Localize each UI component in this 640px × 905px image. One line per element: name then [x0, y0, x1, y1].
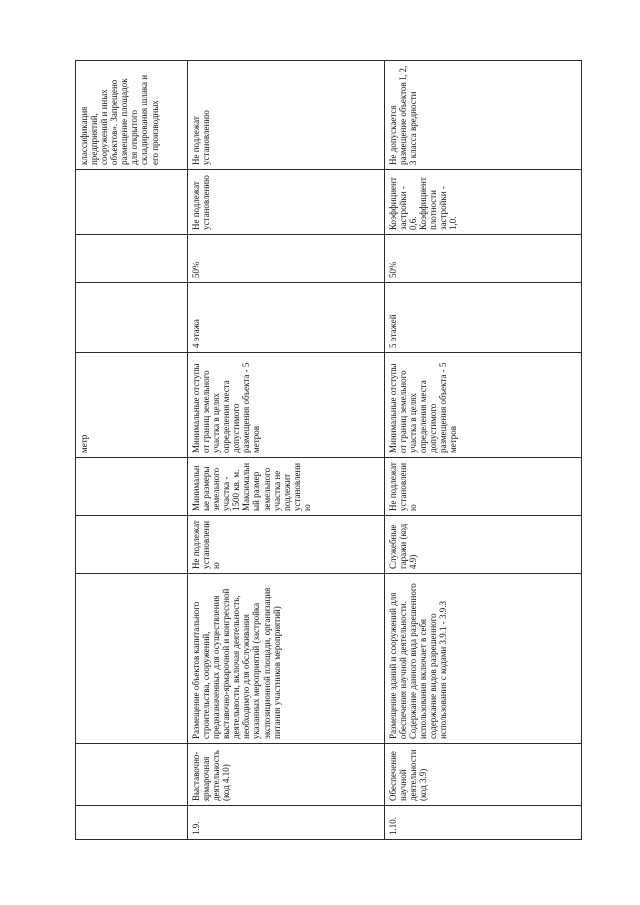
row-number: 1.9. [188, 806, 385, 840]
cell-top-6: метр [76, 353, 188, 458]
cell-top-4 [76, 516, 188, 574]
plot-size: Не подлежат установлению [385, 458, 582, 516]
auxiliary-use: Не подлежат установлению [188, 516, 385, 574]
cell-top-3 [76, 574, 188, 744]
rotated-table-wrapper [75, 61, 560, 840]
land-use-name: Обеспечение научной деятельности (код 3.9) [385, 744, 582, 806]
restrictions: Не допускается размещение объектов I, 2, 3 класса вредности [385, 61, 582, 170]
max-floors: 5 этажей [385, 283, 582, 353]
density: Коэффициент застройки - 0,6. Коэффициент плотности застройки - 1,0. [385, 170, 582, 235]
density: Не подлежат установлению [188, 170, 385, 235]
cell-top-1 [76, 806, 188, 840]
setback: Минимальные отступы от границ земельного участка в целях определения места допустимого размещения объекта - 5 метров [385, 353, 582, 458]
rotated-table-area [75, 61, 560, 840]
land-use-description: Размещение объектов капитального строительства, сооружений, предназначенных для осуществления выставочно-ярмарочной и конгрессной деятельности, включая деятельность, необходимую для обслуживания указанных мероприятий (застройка экспозиционной площади, организация питания участников мероприятий) [188, 574, 385, 744]
cell-top-2 [76, 744, 188, 806]
table-row [188, 61, 385, 840]
coverage-percent: 50% [385, 235, 582, 283]
coverage-percent: 50% [188, 235, 385, 283]
row-number: 1.10. [385, 806, 582, 840]
zoning-regulations-table [75, 60, 582, 840]
land-use-name: Выставочно-ярмарочная деятельность (код 4.10) [188, 744, 385, 806]
land-use-description: Размещение зданий и сооружений для обеспечения научной деятельности. Содержание данного вида разрешенного использования включает в себя содержание видов разрешенного использования с кодами 3.9.1 - 3.9.3 [385, 574, 582, 744]
auxiliary-use: Служебные гаражи (код 4.9) [385, 516, 582, 574]
setback: Минимальные отступы от границ земельного участка в целях определения места допустимого размещения объекта - 5 метров [188, 353, 385, 458]
cell-top-8 [76, 235, 188, 283]
table-row-continuation [76, 61, 188, 840]
table-row [385, 61, 582, 840]
plot-size: Минимальные размеры земельного участка - 1500 кв. м. Максимальный размер земельного участка не подлежит установлению [188, 458, 385, 516]
cell-top-7 [76, 283, 188, 353]
restrictions: Не подлежат установлению [188, 61, 385, 170]
max-floors: 4 этажа [188, 283, 385, 353]
cell-top-10: классификация предприятий, сооружений и иных объектов». Запрещено размещение площадок для открытого складирования шлака и его производных [76, 61, 188, 170]
cell-top-9 [76, 170, 188, 235]
cell-top-5 [76, 458, 188, 516]
